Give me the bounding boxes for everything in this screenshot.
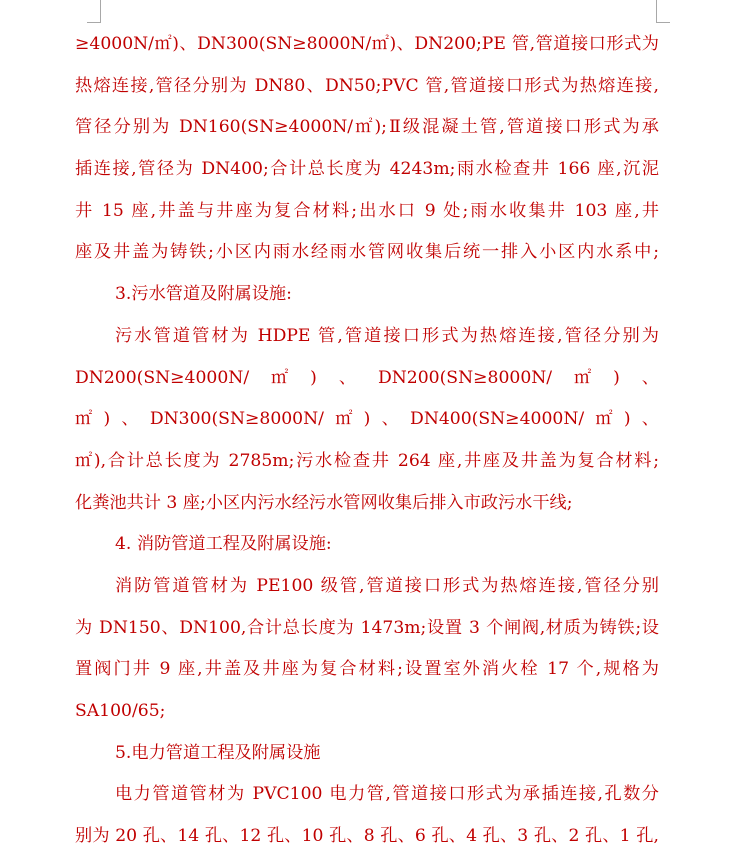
text-line: 井 15 座,井盖与井座为复合材料;出水口 9 处;雨水收集井 103 座,井 [75, 200, 659, 221]
text-line: 置阀门井 9 座,井盖及井座为复合材料;设置室外消火栓 17 个,规格为 [75, 659, 659, 680]
text-line: 管径分别为 DN160(SN≥4000N/㎡);Ⅱ级混凝土管,管道接口形式为承 [75, 117, 659, 138]
text-line: ≥4000N/㎡)、DN300(SN≥8000N/㎡)、DN200;PE 管,管道接口形式为 [75, 34, 659, 54]
page-corner-mark-right [656, 0, 670, 23]
text-line: DN200(SN≥4000N/㎡)、DN200(SN≥8000N/㎡)、 [75, 367, 659, 388]
text-line: 座及井盖为铸铁;小区内雨水经雨水管网收集后统一排入小区内水系中; [75, 242, 659, 263]
text-line: 消防管道管材为 PE100 级管,管道接口形式为热熔连接,管径分别 [115, 575, 659, 596]
page-corner-mark-left [87, 0, 101, 23]
text-line: 热熔连接,管径分别为 DN80、DN50;PVC 管,管道接口形式为热熔连接, [75, 75, 659, 96]
text-line: ㎡),合计总长度为 2785m;污水检查井 264 座,井座及井盖为复合材料; [75, 450, 659, 471]
section-heading-sewage: 3.污水管道及附属设施: [115, 284, 292, 305]
text-line: 为 DN150、DN100,合计总长度为 1473m;设置 3 个闸阀,材质为铸铁;设 [75, 617, 659, 638]
text-line: 插连接,管径为 DN400;合计总长度为 4243m;雨水检查井 166 座,沉泥 [75, 159, 659, 180]
text-line: 别为 20 孔、14 孔、12 孔、10 孔、8 孔、6 孔、4 孔、3 孔、2 孔、1 孔, [75, 826, 659, 847]
text-line: SA100/65; [75, 701, 166, 721]
section-heading-fire: 4. 消防管道工程及附属设施: [115, 534, 332, 555]
document-body[interactable] [75, 24, 659, 858]
section-heading-power: 5.电力管道工程及附属设施 [115, 742, 321, 763]
text-line: 污水管道管材为 HDPE 管,管道接口形式为热熔连接,管径分别为 [115, 325, 659, 346]
text-line: ㎡)、DN300(SN≥8000N/㎡)、DN400(SN≥4000N/㎡)、 [75, 409, 659, 430]
text-line: 化粪池共计 3 座;小区内污水经污水管网收集后排入市政污水干线; [75, 492, 573, 513]
text-line: 电力管道管材为 PVC100 电力管,管道接口形式为承插连接,孔数分 [115, 784, 659, 805]
